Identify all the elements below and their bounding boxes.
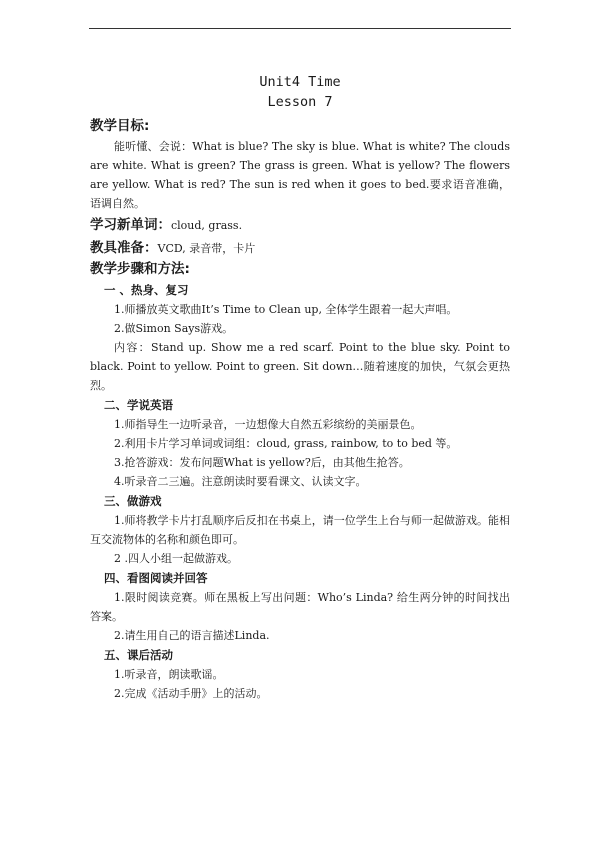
materials-line (90, 236, 510, 259)
section-2-item: 4.听录音二三遍。注意朗读时要看课文、认读文字。 (114, 475, 367, 488)
new-words-line (90, 213, 510, 236)
section-2-item: 3.抢答游戏：发布问题What is yellow?后，由其他生抢答。 (114, 456, 410, 469)
section-3-title: 三、做游戏 (104, 494, 162, 508)
section-4-title: 四、看图阅读并回答 (104, 571, 208, 585)
lesson-plan (90, 72, 510, 703)
materials-value: VCD, 录音带，卡片 (157, 242, 256, 255)
section-2-item: 1.师指导生一边听录音，一边想像大自然五彩缤纷的美丽景色。 (114, 418, 422, 431)
section-5-title: 五、课后活动 (104, 648, 173, 662)
section-2-title: 二、学说英语 (104, 398, 173, 412)
section-4-item: 1.限时阅读竞赛。师在黑板上写出问题：Who’s Linda? 给生两分钟的时间找出答案。 (90, 591, 510, 623)
new-words-value: cloud, grass. (171, 219, 243, 232)
section-1-item: 1.师播放英文歌曲It’s Time to Clean up, 全体学生跟着一起大声唱。 (114, 303, 458, 316)
section-1-item: 2.做Simon Says游戏。 (114, 322, 234, 335)
section-2-item: 2.利用卡片学习单词或词组：cloud, grass, rainbow, to to bed 等。 (114, 437, 458, 450)
new-words-label: 学习新单词： (90, 217, 171, 233)
section-3-item: 1.师将教学卡片打乱顺序后反扣在书桌上，请一位学生上台与师一起做游戏。能相互交流物体的名称和颜色即可。 (90, 514, 510, 546)
objectives-text: 能听懂、会说：What is blue? The sky is blue. What is white? The clouds are white. What is green? The grass is green. What is yellow? The flowers are yellow. What is red? The sun is red when it goes to bed.要求语音准确，语调自然。 (90, 140, 510, 210)
section-4-item: 2.请生用自己的语言描述Linda. (114, 629, 270, 642)
steps-heading: 教学步骤和方法: (90, 261, 190, 277)
section-3-item: 2 .四人小组一起做游戏。 (114, 552, 238, 565)
section-1-item: 内容：Stand up. Show me a red scarf. Point to the blue sky. Point to black. Point to yellow. Point to green. Sit down…随着速度的加快，气氛会更热烈。 (90, 341, 510, 392)
header-rule (89, 28, 511, 29)
section-5-item: 2.完成《活动手册》上的活动。 (114, 687, 268, 700)
unit-title: Unit4 Time (259, 74, 341, 90)
section-1-title: 一 、热身、复习 (104, 283, 189, 297)
section-5-item: 1.听录音，朗读歌谣。 (114, 668, 224, 681)
lesson-title: Lesson 7 (267, 94, 333, 110)
objectives-heading: 教学目标: (90, 118, 150, 134)
materials-label: 教具准备： (90, 240, 158, 256)
